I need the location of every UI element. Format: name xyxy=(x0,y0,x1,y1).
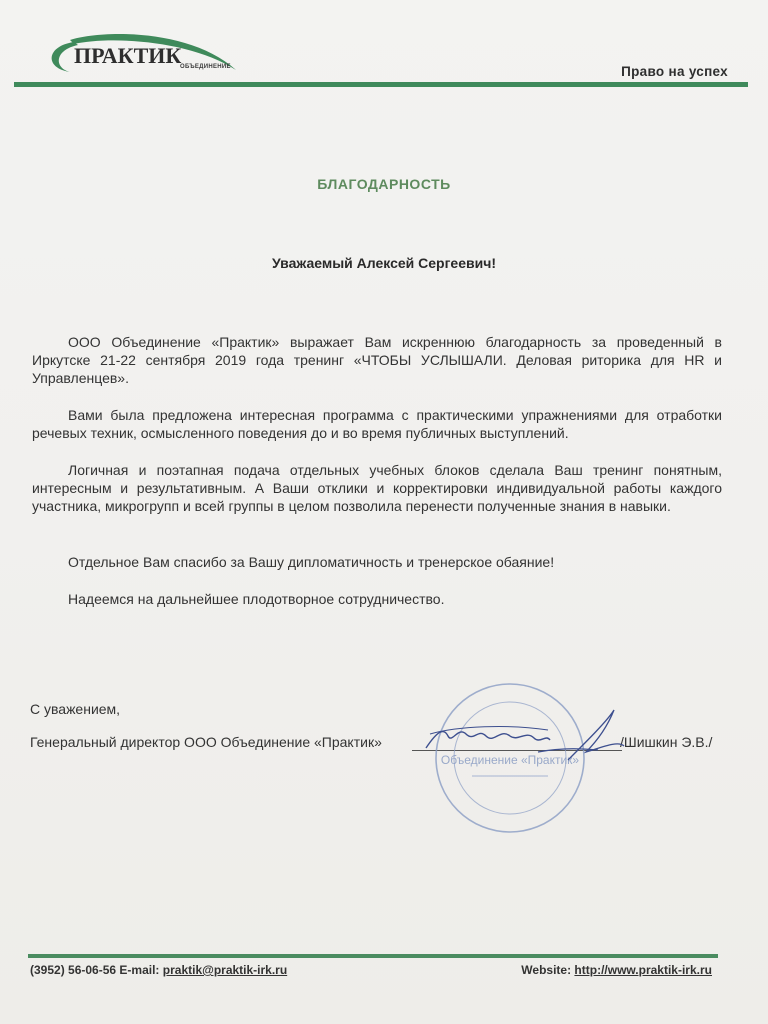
website-label: Website: xyxy=(521,963,572,977)
header-divider xyxy=(14,82,748,87)
salutation: Уважаемый Алексей Сергеевич! xyxy=(271,255,497,271)
phone-number: (3952) 56-06-56 xyxy=(30,963,117,977)
paragraph: Надеемся на дальнейшее плодотворное сотрудничество. xyxy=(68,591,445,607)
logo-text: ПРАКТИК xyxy=(74,43,182,68)
logo-subtitle: ОБЪЕДИНЕНИЕ xyxy=(180,64,231,70)
company-logo xyxy=(40,28,250,76)
paragraph: ООО Объединение «Практик» выражает Вам искреннюю благодарность за проведенный в Иркутске 21-22 сентября 2019 года тренинг «ЧТОБЫ УСЛЫШАЛИ. Деловая риторика для HR и Управленцев». xyxy=(32,334,722,386)
paragraph: Вами была предложена интересная программа с практическими упражнениями для отработки речевых техник, осмысленного поведения до и во время публичных выступлений. xyxy=(32,407,722,441)
stamp-text: Объединение «Практик» xyxy=(440,753,580,767)
paragraph: Логичная и поэтапная подача отдельных учебных блоков сделала Ваш тренинг понятным, интересным и результативным. А Ваши отклики и корректировки индивидуальной работы каждого участника, микрогрупп и всей группы в целом позволила перенести полученные знания в навыки. xyxy=(32,462,722,514)
paragraph: Отдельное Вам спасибо за Вашу дипломатичность и тренерское обаяние! xyxy=(68,554,555,570)
closing: С уважением, xyxy=(30,701,121,717)
email-link[interactable]: praktik@praktik-irk.ru xyxy=(162,963,288,977)
signatory-name: /Шишкин Э.В./ xyxy=(620,734,713,750)
footer-contacts xyxy=(30,963,287,977)
letter-title: БЛАГОДАРНОСТЬ xyxy=(317,176,451,192)
signatory-title: Генеральный директор ООО Объединение «Практик» xyxy=(30,734,382,750)
email-label: E-mail: xyxy=(119,963,160,977)
footer-website xyxy=(521,963,712,977)
signature-icon xyxy=(418,700,638,770)
tagline: Право на успех xyxy=(621,64,728,79)
website-link[interactable]: http://www.praktik-irk.ru xyxy=(574,963,712,977)
footer-divider xyxy=(28,954,718,958)
